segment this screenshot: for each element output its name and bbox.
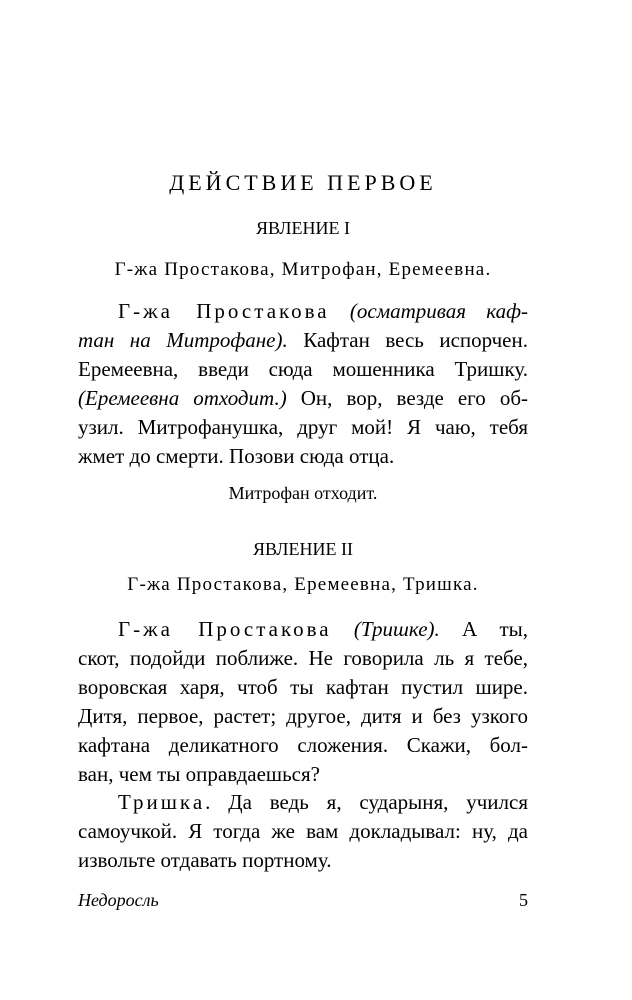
speech-line: [78, 297, 528, 326]
speech-line: воровская харя, чтоб ты кафтан пустил шире.: [78, 675, 528, 699]
speech-line: кафтана деликатного сложения. Скажи, бол-: [78, 733, 528, 757]
speaker-name: Г-жа Простакова: [118, 617, 332, 641]
scene-1-title: ЯВЛЕНИЕ I: [255, 218, 351, 238]
speech-line: самоучкой. Я тогда же вам докладывал: ну, да: [78, 819, 528, 843]
speech-line: жмет до смерти. Позови сюда отца.: [78, 444, 395, 468]
scene-2-cast: Г-жа Простакова, Еремеевна, Тришка.: [127, 574, 479, 595]
speech-line: Еремеевна, введи сюда мошенника Тришку.: [78, 357, 528, 381]
speaker-name: Г-жа Простакова: [118, 299, 330, 323]
speech-line: скот, подойди поближе. Не говорила ль я тебе,: [78, 646, 528, 670]
page-number: 5: [519, 890, 528, 910]
speech-line: [78, 615, 528, 644]
speech-line: извольте отдавать портному.: [78, 848, 332, 872]
scene-2-speech-2: [78, 788, 528, 875]
scene-2-title: ЯВЛЕНИЕ II: [252, 539, 353, 559]
speech-line: [78, 384, 528, 413]
speech-text: Кафтан весь испорчен.: [287, 328, 528, 352]
speech-text: . Да ведь я, сударыня, учился: [205, 790, 528, 814]
running-footer-title: Недоросль: [78, 890, 159, 910]
stage-direction: (Еремеевна отходит.): [78, 386, 287, 410]
speech-text: Он, вор, везде его об-: [286, 386, 528, 410]
speech-line: [78, 326, 528, 355]
speech-line: Дитя, первое, растет; другое, дитя и без узкого: [78, 704, 528, 728]
book-page: [78, 0, 528, 1000]
speech-line: узил. Митрофанушка, друг мой! Я чаю, тебя: [78, 415, 528, 439]
scene-2-speech-1: [78, 615, 528, 789]
stage-direction: (осматривая каф-: [349, 299, 528, 323]
speech-line: [78, 788, 528, 817]
stage-direction: тан на Митрофане).: [78, 328, 288, 352]
speaker-name: Тришка: [118, 790, 206, 814]
act-title: ДЕЙСТВИЕ ПЕРВОЕ: [169, 170, 437, 195]
stage-note: Митрофан отходит.: [228, 483, 378, 503]
speech-text: А ты,: [439, 617, 529, 641]
speech-line: ван, чем ты оправдаешься?: [78, 762, 320, 786]
scene-1-cast: Г-жа Простакова, Митрофан, Еремеевна.: [114, 259, 492, 280]
scene-1-speech: [78, 297, 528, 471]
stage-direction: (Тришке).: [353, 617, 440, 641]
